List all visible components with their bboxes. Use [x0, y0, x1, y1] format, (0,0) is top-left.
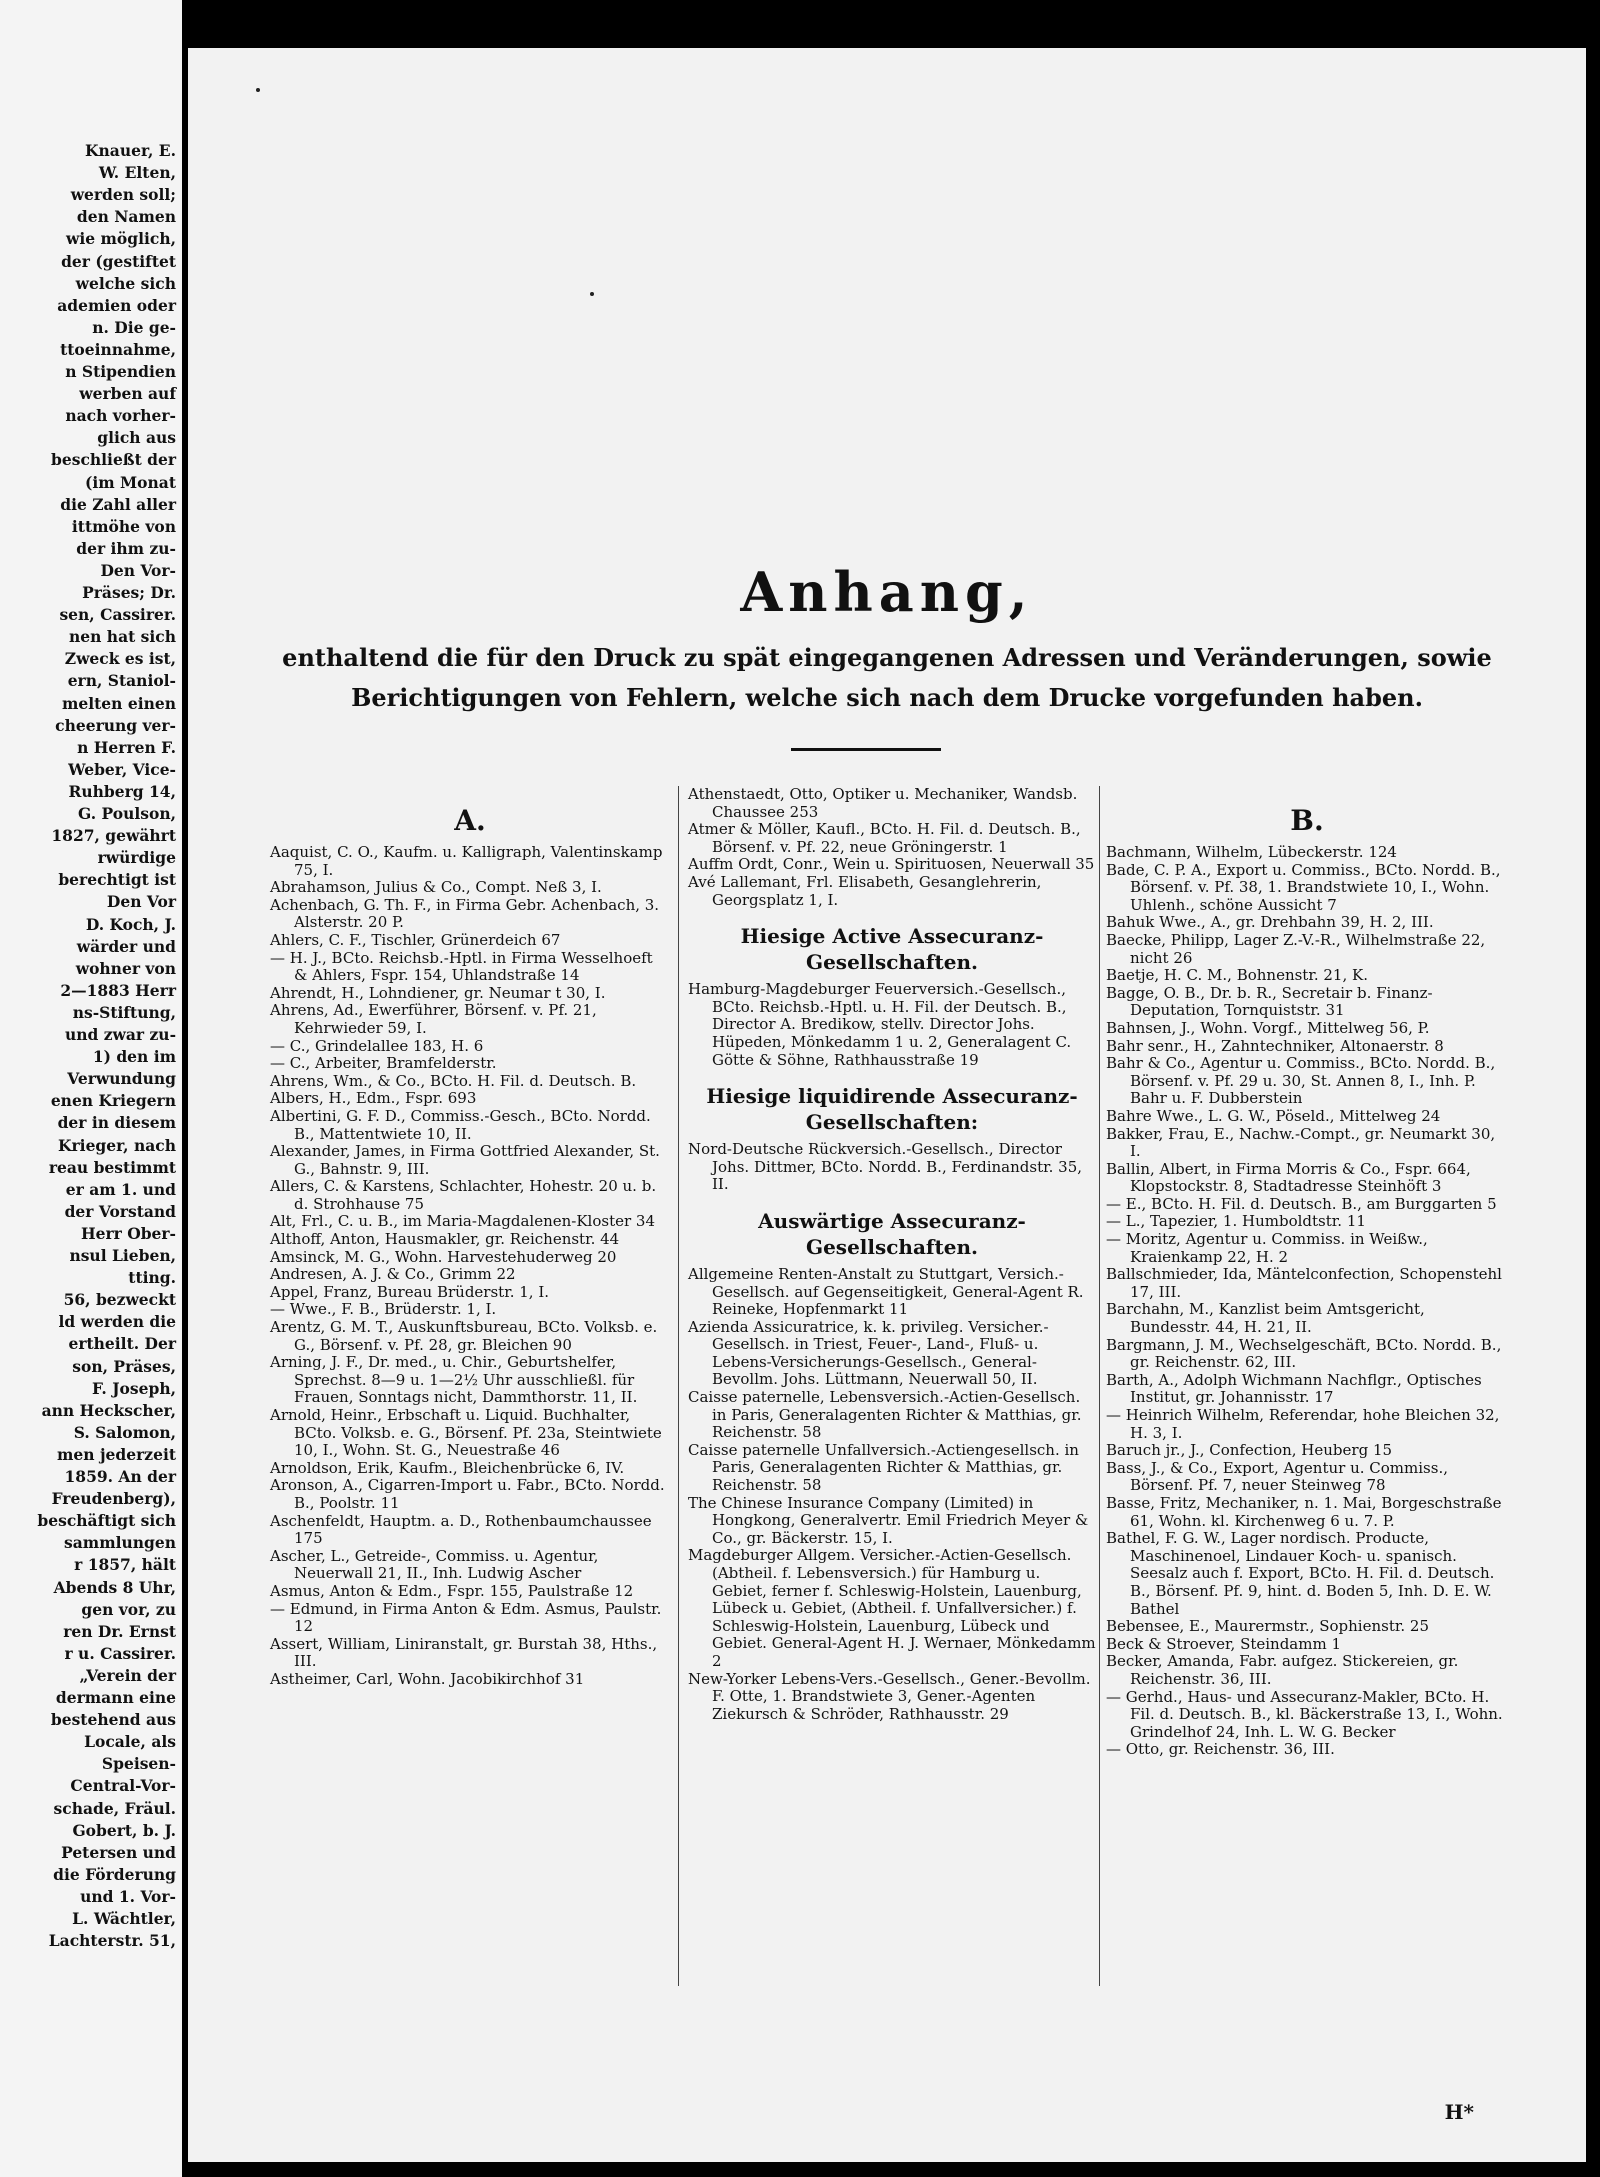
directory-entry: Arnoldson, Erik, Kaufm., Bleichenbrücke 6, IV. — [270, 1458, 625, 1477]
left-page-line: n. Die ge- — [92, 317, 176, 337]
left-page-line: Krieger, nach — [58, 1135, 176, 1155]
left-page-line: die Förderung — [53, 1864, 176, 1884]
left-page-line: 1) den im — [92, 1047, 176, 1067]
directory-entry: — H. J., BCto. Reichsb.-Hptl. in Firma Wesselhoeft & Ahlers, Fspr. 154, Uhlandstraße 14 — [270, 948, 653, 985]
directory-entry: Ballin, Albert, in Firma Morris & Co., Fspr. 664, Klopstockstr. 8, Stadtadresse Steinhöft 3 — [1106, 1159, 1471, 1196]
directory-entry: — Otto, gr. Reichenstr. 36, III. — [1106, 1740, 1335, 1759]
left-page-line: schade, Fräul. — [53, 1798, 176, 1818]
directory-entry: Assert, William, Liniranstalt, gr. Burstah 38, Hths., III. — [270, 1634, 658, 1671]
section-heading: Hiesige liquidirende Assecuranz-Gesellschaften: — [706, 1084, 1078, 1135]
directory-entry: Baetje, H. C. M., Bohnenstr. 21, K. — [1106, 966, 1368, 985]
directory-entry: Aschenfeldt, Hauptm. a. D., Rothenbaumchaussee 175 — [270, 1511, 652, 1548]
left-page-line: sen, Cassirer. — [59, 605, 176, 625]
directory-entry: Bakker, Frau, E., Nachw.-Compt., gr. Neumarkt 30, I. — [1106, 1124, 1496, 1161]
left-page-line: L. Wächtler, — [72, 1909, 176, 1928]
left-page-line: ertheilt. Der — [68, 1334, 176, 1354]
left-page-line: und zwar zu- — [64, 1025, 176, 1044]
page-marker: H* — [1444, 2100, 1474, 2124]
left-page-line: die Zahl aller — [60, 494, 176, 514]
left-page-line: Präses; Dr. — [82, 583, 176, 602]
directory-entry: Bahr senr., H., Zahntechniker, Altonaerstr. 8 — [1106, 1036, 1444, 1055]
directory-entry: Bagge, O. B., Dr. b. R., Secretair b. Finanz-Deputation, Tornquiststr. 31 — [1106, 983, 1433, 1020]
directory-entry: Amsinck, M. G., Wohn. Harvestehuderweg 20 — [270, 1247, 617, 1266]
left-page-line: enen Kriegern — [50, 1091, 176, 1111]
directory-entry: Andresen, A. J. & Co., Grimm 22 — [270, 1265, 516, 1284]
directory-entry: Aaquist, C. O., Kaufm. u. Kalligraph, Valentinskamp 75, I. — [270, 843, 663, 879]
document-page — [188, 48, 1586, 2162]
letter-heading: A. — [454, 804, 486, 837]
directory-entry: Nord-Deutsche Rückversich.-Gesellsch., Director Johs. Dittmer, BCto. Nordd. B., Ferdinandstr. 35, II. — [688, 1140, 1083, 1194]
directory-entry: Barchahn, M., Kanzlist beim Amtsgericht, Bundesstr. 44, H. 21, II. — [1106, 1300, 1425, 1337]
directory-entry: Ascher, L., Getreide-, Commiss. u. Agentur, Neuerwall 21, II., Inh. Ludwig Ascher — [270, 1546, 599, 1583]
directory-entry: Aronson, A., Cigarren-Import u. Fabr., BCto. Nordd. B., Poolstr. 11 — [270, 1476, 665, 1512]
left-page-line: der ihm zu- — [76, 538, 176, 558]
directory-entry: Bargmann, J. M., Wechselgeschäft, BCto. Nordd. B., gr. Reichenstr. 62, III. — [1106, 1335, 1502, 1372]
directory-entry: Magdeburger Allgem. Versicher.-Actien-Gesellsch. (Abtheil. f. Lebensversich.) für Hamburg u. Gebiet, ferner f. Schleswig-Holstein, Lauenburg, Lübeck u. Gebiet, (Abtheil. f. Unfallversicher.) f. Schleswig-Holstein, Lauenburg, Lübeck und Gebiet. General-Agent H. J. Wernaer, Mönkedamm 2 — [688, 1546, 1096, 1670]
left-page-line: beschäftigt sich — [37, 1511, 176, 1531]
left-page-line: ttoeinnahme, — [60, 339, 176, 359]
left-page-line: S. Salomon, — [73, 1422, 176, 1442]
directory-entry: — E., BCto. H. Fil. d. Deutsch. B., am Burggarten 5 — [1106, 1194, 1497, 1213]
left-page-line: der in diesem — [57, 1113, 176, 1133]
column-1 — [270, 786, 670, 1689]
directory-entry: Ballschmieder, Ida, Mäntelconfection, Schopenstehl 17, III. — [1106, 1265, 1502, 1301]
left-page-line: G. Poulson, — [78, 804, 176, 823]
directory-entry: Bebensee, E., Maurermstr., Sophienstr. 25 — [1106, 1617, 1430, 1636]
left-page-line: Locale, als — [84, 1732, 176, 1752]
directory-entry: Allers, C. & Karstens, Schlachter, Hohestr. 20 u. b. d. Strohhause 75 — [270, 1177, 657, 1213]
directory-entry: Alt, Frl., C. u. B., im Maria-Magdalenen-Kloster 34 — [270, 1212, 655, 1231]
directory-entry: Ahlers, C. F., Tischler, Grünerdeich 67 — [270, 930, 561, 949]
directory-entry: — Moritz, Agentur u. Commiss. in Weißw., Kraienkamp 22, H. 2 — [1106, 1230, 1428, 1266]
page-subtitle: enthaltend die für den Druck zu spät eingegangenen Adressen und Veränderungen, sowie Berichtigungen von Fehlern, welche sich nach dem Drucke vorgefunden haben. — [282, 643, 1492, 712]
left-page-line: ren Dr. Ernst — [63, 1621, 176, 1641]
speck — [590, 292, 594, 296]
left-page-line: 2—1883 Herr — [60, 980, 176, 1000]
directory-entry: Baruch jr., J., Confection, Heuberg 15 — [1106, 1441, 1393, 1460]
directory-entry: Bade, C. P. A., Export u. Commiss., BCto. Nordd. B., Börsenf. v. Pf. 38, 1. Brandstwiete 10, I., Wohn. Uhlenh., schöne Aussicht 7 — [1106, 860, 1501, 914]
left-page-line: Den Vor- — [100, 560, 176, 580]
left-page-line: ann Heckscher, — [41, 1400, 176, 1420]
directory-entry: Allgemeine Renten-Anstalt zu Stuttgart, Versich.-Gesellsch. auf Gegenseitigkeit, General-Agent R. Reineke, Hopfenmarkt 11 — [688, 1264, 1084, 1319]
directory-entry: Bathel, F. G. W., Lager nordisch. Producte, Maschinenoel, Lindauer Koch- u. spanisch. Seesalz auch f. Export, BCto. H. Fil. d. Deutsch. B., Börsenf. Pf. 9, hint. d. Boden 5, Inh. D. E. W. Bathel — [1106, 1529, 1495, 1618]
directory-entry: Athenstaedt, Otto, Optiker u. Mechaniker, Wandsb. Chaussee 253 — [688, 785, 1078, 821]
directory-entry: Abrahamson, Julius & Co., Compt. Neß 3, I. — [270, 878, 602, 897]
left-page-line: F. Joseph, — [91, 1378, 176, 1398]
directory-entry: — Gerhd., Haus- und Assecuranz-Makler, BCto. H. Fil. d. Deutsch. B., kl. Bäckerstraße 13, I., Wohn. Grindelhof 24, Inh. L. W. G. Becker — [1106, 1687, 1503, 1741]
directory-entry: Bass, J., & Co., Export, Agentur u. Commiss., Börsenf. Pf. 7, neuer Steinweg 78 — [1106, 1458, 1448, 1495]
column-2 — [688, 786, 1096, 1723]
left-page-line: sammlungen — [64, 1533, 176, 1553]
directory-entry: Arning, J. F., Dr. med., u. Chir., Geburtshelfer, Sprechst. 8—9 u. 1—2½ Uhr ausschließl. für Frauen, Sonntags nicht, Dammthorstr. 11, II. — [270, 1353, 638, 1407]
directory-entry: Bahre Wwe., L. G. W., Pöseld., Mittelweg 24 — [1106, 1106, 1441, 1125]
directory-entry: Arnold, Heinr., Erbschaft u. Liquid. Buchhalter, BCto. Volksb. e. G., Börsenf. Pf. 23a, Steintwiete 10, I., Wohn. St. G., Neuestraße 46 — [270, 1406, 662, 1460]
directory-entry: Alexander, James, in Firma Gottfried Alexander, St. G., Bahnstr. 9, III. — [270, 1142, 660, 1178]
directory-entry: Albertini, G. F. D., Commiss.-Gesch., BCto. Nordd. B., Mattentwiete 10, II. — [270, 1106, 651, 1143]
directory-entry: — C., Grindelallee 183, H. 6 — [270, 1036, 484, 1055]
left-page-line: „Verein der — [79, 1665, 176, 1685]
left-page-line: r 1857, hält — [74, 1555, 176, 1575]
left-page-line: 56, bezweckt — [63, 1290, 176, 1310]
left-page-line: r u. Cassirer. — [64, 1643, 176, 1663]
left-page-line: Verwundung — [67, 1069, 176, 1089]
directory-entry: Ahrens, Ad., Ewerführer, Börsenf. v. Pf. 21, Kehrwieder 59, I. — [270, 1001, 597, 1037]
directory-entry: Achenbach, G. Th. F., in Firma Gebr. Achenbach, 3. Alsterstr. 20 P. — [270, 895, 660, 932]
left-page-line: Speisen- — [101, 1754, 176, 1774]
directory-entry: Baecke, Philipp, Lager Z.-V.-R., Wilhelmstraße 22, nicht 26 — [1106, 930, 1486, 967]
letter-heading: B. — [1290, 804, 1324, 837]
directory-entry: Azienda Assicuratrice, k. k. privileg. Versicher.-Gesellsch. in Triest, Feuer-, Land-, Fluß- u. Lebens-Versicherungs-Gesellsch., General-Bevollm. Johs. Lüttmann, Neuerwall 50, II. — [688, 1317, 1049, 1389]
directory-entry: Bahnsen, J., Wohn. Vorgf., Mittelweg 56, P. — [1106, 1018, 1430, 1037]
left-page-line: Zweck es ist, — [64, 649, 176, 669]
left-page-line: (im Monat — [85, 472, 176, 492]
left-page-line: tting. — [128, 1268, 176, 1288]
left-page-line: n Stipendien — [65, 362, 176, 381]
left-page-fragment — [0, 0, 182, 2177]
directory-entry: New-Yorker Lebens-Vers.-Gesellsch., Gener.-Bevollm. F. Otte, 1. Brandstwiete 3, Gener.-Agenten Ziekursch & Schröder, Rathhausstr. 29 — [688, 1669, 1091, 1723]
directory-entry: Auffm Ordt, Conr., Wein u. Spirituosen, Neuerwall 35 — [688, 855, 1095, 874]
left-page-line: 1859. An der — [64, 1467, 176, 1486]
directory-entry: Bachmann, Wilhelm, Lübeckerstr. 124 — [1106, 843, 1397, 861]
directory-entry: Atmer & Möller, Kaufl., BCto. H. Fil. d. Deutsch. B., Börsenf. v. Pf. 22, neue Gröningerstr. 1 — [688, 820, 1081, 856]
directory-entry: — C., Arbeiter, Bramfelderstr. — [270, 1054, 497, 1073]
left-page-line: W. Elten, — [98, 163, 176, 183]
directory-entry: Bahuk Wwe., A., gr. Drehbahn 39, H. 2, III. — [1106, 913, 1434, 932]
directory-entry: Hamburg-Magdeburger Feuerversich.-Gesellsch., BCto. Reichsb.-Hptl. u. H. Fil. der Deutsch. B., Director A. Bredikow, stellv. Director Johs. Hüpeden, Mönkedamm 1 u. 2, Generalagent C. Götte & Söhne, Rathhausstraße 19 — [688, 980, 1072, 1069]
left-page-line: wärder und — [76, 936, 176, 956]
left-page-line: Abends 8 Uhr, — [53, 1577, 176, 1597]
left-page-line: werden soll; — [70, 185, 176, 205]
left-page-line: 1827, gewährt — [51, 826, 176, 846]
directory-entry: Astheimer, Carl, Wohn. Jacobikirchhof 31 — [270, 1669, 585, 1688]
column-divider — [1099, 786, 1100, 1986]
left-page-line: bestehend aus — [50, 1710, 176, 1730]
directory-entry: Ahrens, Wm., & Co., BCto. H. Fil. d. Deutsch. B. — [270, 1071, 637, 1090]
left-page-line: ns-Stiftung, — [72, 1002, 176, 1022]
left-page-line: melten einen — [62, 693, 176, 713]
directory-entry: Albers, H., Edm., Fspr. 693 — [270, 1089, 477, 1108]
directory-entry: The Chinese Insurance Company (Limited) in Hongkong, Generalvertr. Emil Friedrich Meyer & Co., gr. Bäckerstr. 15, I. — [688, 1493, 1089, 1547]
directory-entry: Caisse paternelle, Lebensversich.-Actien-Gesellsch. in Paris, Generalagenten Richter & Matthias, gr. Reichenstr. 58 — [688, 1388, 1082, 1442]
left-page-line: wie möglich, — [66, 229, 176, 249]
left-page-line: son, Präses, — [72, 1356, 176, 1376]
left-page-line: beschließt der — [51, 450, 176, 470]
left-page-line: der Vorstand — [64, 1201, 176, 1221]
left-page-line: berechtigt ist — [58, 870, 176, 890]
speck — [256, 88, 260, 92]
directory-entry: — Heinrich Wilhelm, Referendar, hohe Bleichen 32, H. 3, I. — [1106, 1406, 1500, 1442]
title-rule — [791, 748, 941, 751]
left-page-line: Freudenberg), — [51, 1489, 176, 1509]
left-page-line: er am 1. und — [65, 1179, 176, 1199]
left-page-line: nach vorher- — [65, 406, 176, 426]
left-page-line: cheerung ver- — [55, 715, 176, 735]
directory-entry: Basse, Fritz, Mechaniker, n. 1. Mai, Borgeschstraße 61, Wohn. kl. Kirchenweg 6 u. 7. P. — [1106, 1493, 1502, 1530]
directory-entry: Barth, A., Adolph Wichmann Nachflgr., Optisches Institut, gr. Johannisstr. 17 — [1106, 1370, 1482, 1407]
left-page-line: wohner von — [75, 958, 176, 978]
left-page-line: Den Vor — [106, 892, 176, 912]
section-heading: Auswärtige Assecuranz-Gesellschaften. — [758, 1208, 1026, 1259]
left-page-line: ern, Staniol- — [67, 671, 176, 691]
left-page-line: der (gestiftet — [61, 251, 176, 271]
left-page-line: den Namen — [76, 207, 176, 227]
section-heading: Hiesige Active Assecuranz-Gesellschaften. — [740, 924, 1044, 975]
left-page-line: Weber, Vice- — [68, 759, 176, 779]
left-page-line: dermann eine — [55, 1688, 176, 1707]
left-page-line: men jederzeit — [57, 1444, 176, 1464]
left-page-line: glich aus — [97, 428, 176, 448]
directory-entry: Althoff, Anton, Hausmakler, gr. Reichenstr. 44 — [270, 1230, 620, 1249]
left-page-line: Knauer, E. — [85, 141, 176, 160]
left-page-line: ademien oder — [57, 295, 176, 315]
left-page-line: reau bestimmt — [48, 1157, 176, 1177]
left-page-line: werben auf — [79, 384, 176, 404]
left-page-line: Central-Vor- — [70, 1776, 176, 1796]
directory-entry: Avé Lallemant, Frl. Elisabeth, Gesanglehrerin, Georgsplatz 1, I. — [688, 872, 1042, 909]
left-page-line: nsul Lieben, — [69, 1246, 176, 1265]
directory-entry: Caisse paternelle Unfallversich.-Actiengesellsch. in Paris, Generalagenten Richter & Matthias, gr. Reichenstr. 58 — [688, 1440, 1079, 1495]
directory-entry: — Wwe., F. B., Brüderstr. 1, I. — [270, 1300, 497, 1319]
left-page-line: D. Koch, J. — [85, 914, 176, 934]
column-divider — [678, 786, 679, 1986]
directory-entry: Arentz, G. M. T., Auskunftsbureau, BCto. Volksb. e. G., Börsenf. v. Pf. 28, gr. Bleichen 90 — [270, 1318, 658, 1354]
left-page-line: gen vor, zu — [81, 1599, 176, 1619]
left-page-line: ld werden die — [58, 1312, 176, 1332]
left-page-line: ittmöhe von — [71, 516, 176, 536]
directory-entry: Bahr & Co., Agentur u. Commiss., BCto. Nordd. B., Börsenf. v. Pf. 29 u. 30, St. Annen 8, I., Inh. P. Bahr u. F. Dubberstein — [1106, 1054, 1496, 1108]
directory-entry: Beck & Stroever, Steindamm 1 — [1106, 1634, 1342, 1653]
left-page-line: Lachterstr. 51, — [48, 1931, 176, 1951]
left-page-line: rwürdige — [97, 848, 176, 868]
directory-entry: — Edmund, in Firma Anton & Edm. Asmus, Paulstr. 12 — [270, 1599, 662, 1636]
left-page-line: Petersen und — [61, 1842, 176, 1862]
left-page-line: und 1. Vor- — [80, 1886, 176, 1906]
directory-entry: Ahrendt, H., Lohndiener, gr. Neumar t 30, I. — [270, 983, 606, 1002]
left-page-line: Gobert, b. J. — [72, 1820, 176, 1840]
left-page-line: Ruhberg 14, — [68, 781, 176, 801]
left-page-line: welche sich — [75, 273, 176, 293]
directory-entry: Asmus, Anton & Edm., Fspr. 155, Paulstraße 12 — [270, 1581, 634, 1600]
directory-entry: — L., Tapezier, 1. Humboldtstr. 11 — [1106, 1212, 1366, 1231]
left-page-line: nen hat sich — [69, 627, 176, 647]
directory-entry: Appel, Franz, Bureau Brüderstr. 1, I. — [270, 1282, 550, 1301]
left-page-line: n Herren F. — [77, 737, 176, 757]
page-title: Anhang, — [740, 560, 1034, 624]
directory-entry: Becker, Amanda, Fabr. aufgez. Stickereien, gr. Reichenstr. 36, III. — [1106, 1652, 1459, 1688]
column-3 — [1106, 786, 1508, 1759]
left-page-line: Herr Ober- — [80, 1223, 176, 1243]
